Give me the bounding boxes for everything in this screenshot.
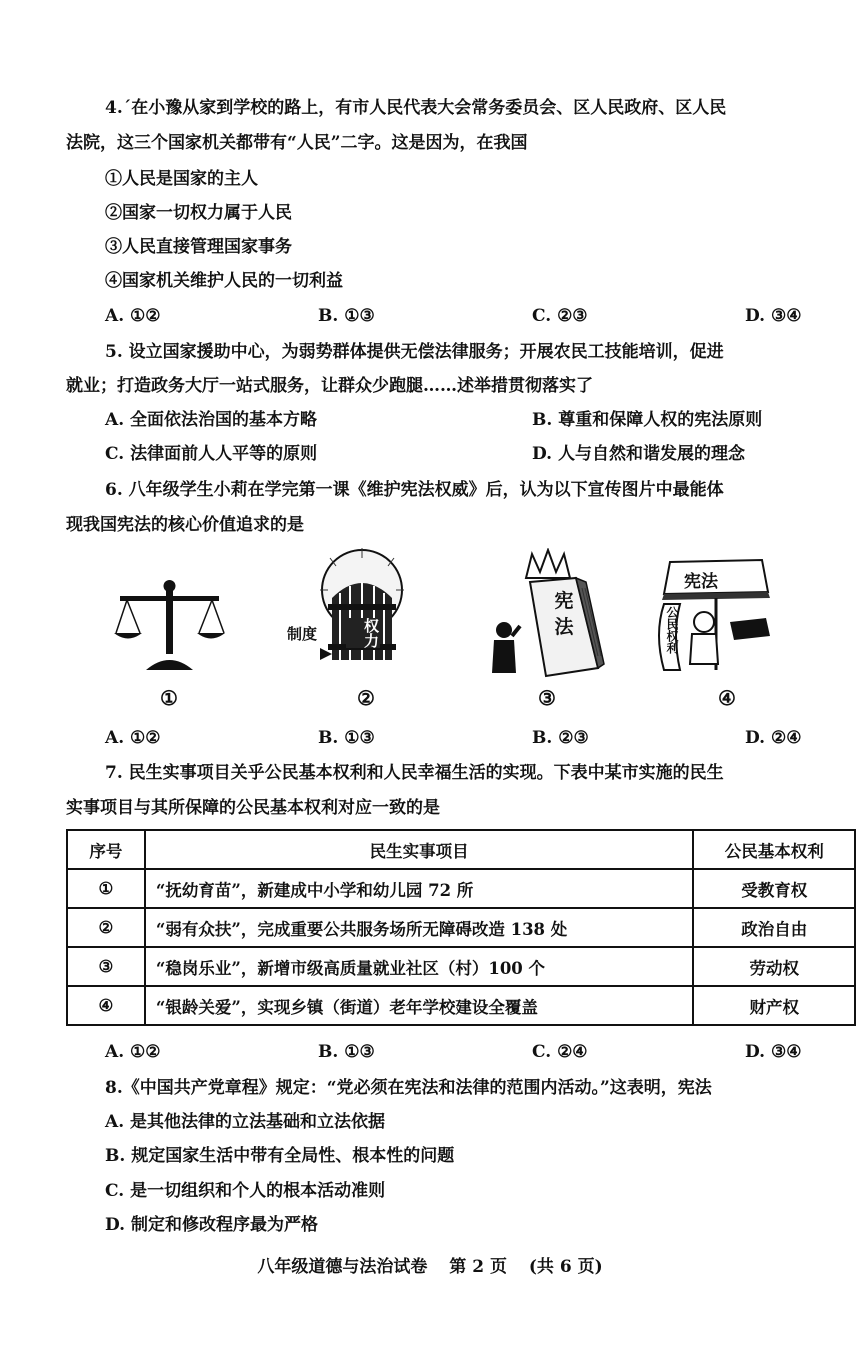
q6-option-b[interactable]: B. ①③ — [318, 728, 375, 748]
q4-item-4: ④国家机关维护人民的一切利益 — [105, 271, 343, 291]
q7-line2: 实事项目与其所保障的公民基本权利对应一致的是 — [66, 798, 440, 818]
footer-total-pages: (共 6 页) — [528, 1257, 603, 1277]
q7-option-b[interactable]: B. ①③ — [318, 1042, 375, 1062]
footer-title: 八年级道德与法治试卷 — [257, 1257, 428, 1277]
q6-image-2-label: ② — [357, 686, 375, 710]
cage-icon — [280, 548, 415, 673]
table-cell: ② — [67, 908, 145, 947]
table-header: 序号 — [67, 830, 145, 869]
q4-item-3: ③人民直接管理国家事务 — [105, 237, 292, 257]
table-cell: “弱有众扶”，完成重要公共服务场所无障碍改造 138 处 — [145, 908, 694, 947]
q5-line2: 就业；打造政务大厅一站式服务，让群众少跑腿……述举措贯彻落实了 — [66, 376, 593, 396]
table-cell: “抚幼育苗”，新建成中小学和幼儿园 72 所 — [145, 869, 694, 908]
q7-line1: 7. 民生实事项目关乎公民基本权利和人民幸福生活的实现。下表中某市实施的民生 — [105, 763, 724, 783]
q5-option-b[interactable]: B. 尊重和保障人权的宪法原则 — [532, 410, 763, 430]
table-cell: ④ — [67, 986, 145, 1025]
q6-image-1-label: ① — [160, 686, 178, 710]
q5-option-c[interactable]: C. 法律面前人人平等的原则 — [105, 444, 318, 464]
table-cell: ① — [67, 869, 145, 908]
cage-text-system: 制度 — [287, 625, 318, 643]
q6-line2: 现我国宪法的核心价值追求的是 — [66, 515, 304, 535]
q6-option-c[interactable]: B. ②③ — [532, 728, 589, 748]
table-row — [67, 986, 855, 1025]
q8-line1: 8.《中国共产党章程》规定：“党必须在宪法和法律的范围内活动。”这表明，宪法 — [105, 1078, 712, 1098]
table-row — [67, 908, 855, 947]
q4-line1: 4.´在小豫从家到学校的路上，有市人民代表大会常务委员会、区人民政府、区人民 — [105, 98, 727, 118]
footer-page-number: 第 2 页 — [449, 1257, 507, 1277]
table-header: 民生实事项目 — [145, 830, 694, 869]
q5-option-a[interactable]: A. 全面依法治国的基本方略 — [105, 410, 318, 430]
table-row — [67, 947, 855, 986]
table-row — [67, 869, 855, 908]
constitution-book-icon — [486, 548, 606, 683]
cage-text-power: 权力 — [346, 618, 380, 648]
table-header: 公民基本权利 — [693, 830, 855, 869]
q6-option-a[interactable]: A. ①② — [105, 728, 161, 748]
q8-option-b[interactable]: B. 规定国家生活中带有全局性、根本性的问题 — [105, 1146, 455, 1166]
q6-option-d[interactable]: D. ②④ — [745, 728, 802, 748]
q5-option-d[interactable]: D. 人与自然和谐发展的理念 — [532, 444, 745, 464]
table-cell: 劳动权 — [693, 947, 855, 986]
table-cell: 政治自由 — [693, 908, 855, 947]
page-footer — [0, 1252, 860, 1277]
q6-line1: 6. 八年级学生小莉在学完第一课《维护宪法权威》后，认为以下宣传图片中最能体 — [105, 480, 724, 500]
q4-option-a[interactable]: A. ①② — [105, 306, 161, 326]
table-cell: 财产权 — [693, 986, 855, 1025]
q4-option-b[interactable]: B. ①③ — [318, 306, 375, 326]
q8-option-a[interactable]: A. 是其他法律的立法基础和立法依据 — [105, 1112, 386, 1132]
q7-option-a[interactable]: A. ①② — [105, 1042, 161, 1062]
table-cell: “银龄关爱”，实现乡镇（街道）老年学校建设全覆盖 — [145, 986, 694, 1025]
q7-option-c[interactable]: C. ②④ — [532, 1042, 588, 1062]
book-text-constitution: 宪法 — [554, 590, 574, 638]
q8-option-c[interactable]: C. 是一切组织和个人的根本活动准则 — [105, 1181, 386, 1201]
table-cell: 受教育权 — [693, 869, 855, 908]
q6-image-4-label: ④ — [718, 686, 736, 710]
q4-item-1: ①人民是国家的主人 — [105, 169, 258, 189]
table-cell: “稳岗乐业”，新增市级高质量就业社区（村）100 个 — [145, 947, 694, 986]
q4-line2: 法院，这三个国家机关都带有“人民”二字。这是因为，在我国 — [66, 133, 528, 153]
table-header-row — [67, 830, 855, 869]
scales-icon — [112, 578, 227, 673]
q8-option-d[interactable]: D. 制定和修改程序最为严格 — [105, 1215, 318, 1235]
q7-option-d[interactable]: D. ③④ — [745, 1042, 802, 1062]
q4-option-d[interactable]: D. ③④ — [745, 306, 802, 326]
umbrella-text-constitution: 宪法 — [684, 572, 718, 592]
q5-line1: 5. 设立国家援助中心，为弱势群体提供无偿法律服务；开展农民工技能培训，促进 — [105, 342, 724, 362]
q4-option-c[interactable]: C. ②③ — [532, 306, 588, 326]
umbrella-text-citizen-rights: 公民权利 — [665, 606, 679, 654]
table-cell: ③ — [67, 947, 145, 986]
livelihood-table — [66, 829, 856, 1026]
q6-image-3-label: ③ — [538, 686, 556, 710]
q4-item-2: ②国家一切权力属于人民 — [105, 203, 292, 223]
